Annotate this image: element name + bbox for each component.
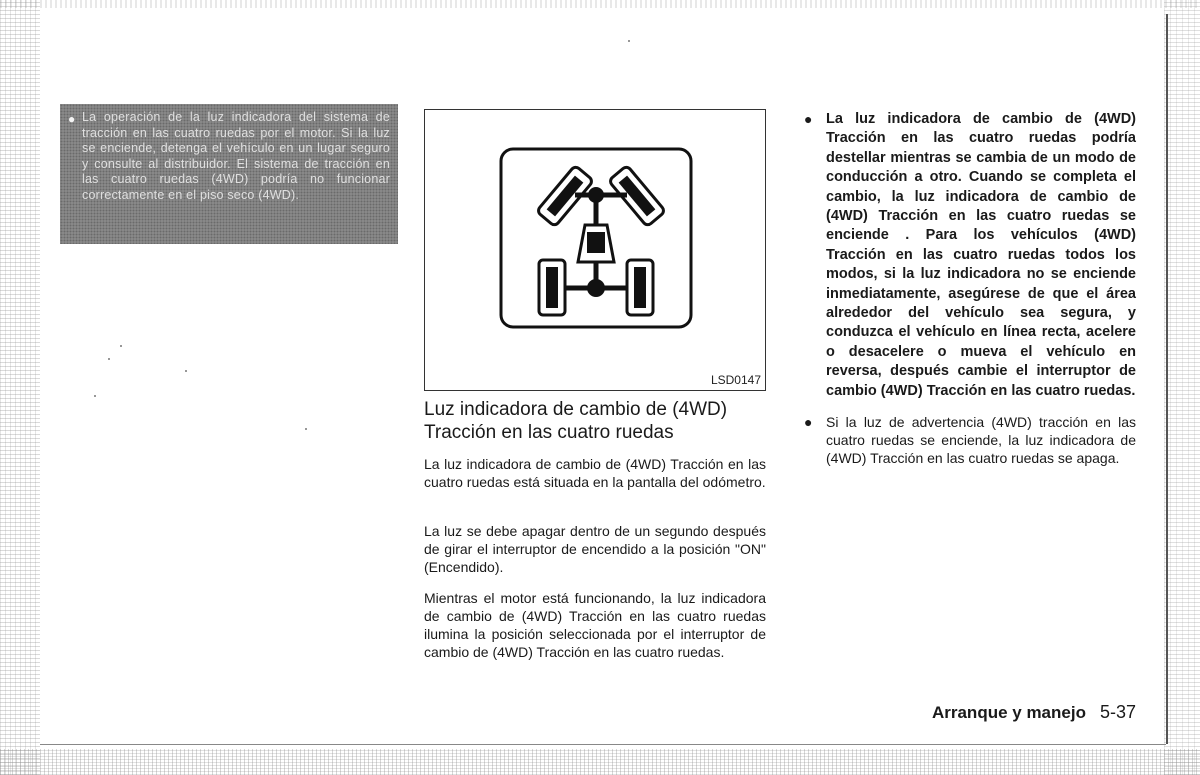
bullet-text: La luz indicadora de cambio de (4WD) Tracción en las cuatro ruedas podría destellar mientras se cambia de un modo de conducción a otro. Cuando se completa el cambio, la luz indicadora de cambio de (4WD) Tracción en las cuatro ruedas se enciende . Para los vehículos (4WD) Tracción en las cuatro ruedas todos los modos, si la luz indicadora no se enciende inmediatamente, asegúrese de que el área alrededor del vehículo sea segura, y conduzca el vehículo en línea recta, acelere o desacelere o mueva el vehículo en reversa, después cambie el interruptor de cambio (4WD) Tracción en las cuatro ruedas. (826, 111, 1136, 399)
warning-box (60, 104, 398, 244)
bullet-text: Si la luz de advertencia (4WD) tracción en las cuatro ruedas se enciende, la luz indicadora de (4WD) Tracción en las cuatro ruedas se apaga. (826, 414, 1136, 467)
footer-section-title: Arranque y manejo (931, 703, 1086, 722)
page-edge-right (1164, 0, 1200, 775)
page-right-rule (1166, 14, 1168, 744)
bullet-item (804, 110, 1136, 401)
section-heading-line1: Luz indicadora de cambio de (4WD) (424, 399, 728, 420)
scan-speck (120, 345, 122, 347)
body-paragraph: Mientras el motor está funcionando, la luz indicadora de cambio de (4WD) Tracción en las cuatro ruedas ilumina la posición seleccionada por el interruptor de cambio de (4WD) Tracción en las cuatro ruedas. (424, 590, 766, 660)
scan-speck (94, 395, 96, 397)
body-paragraph: La luz indicadora de cambio de (4WD) Tracción en las cuatro ruedas está situada en la pantalla del odómetro. (424, 456, 766, 490)
scan-speck (185, 370, 187, 372)
figure-frame (424, 109, 766, 391)
page-bottom-rule (40, 744, 1166, 745)
bullet-item (804, 413, 1136, 467)
bullet-dot-icon: ● (804, 414, 813, 431)
section-heading-line2: Tracción en las cuatro ruedas (424, 422, 674, 443)
page-edge-left (0, 0, 40, 775)
body-paragraph: La luz se debe apagar dentro de un segundo después de girar el interruptor de encendido a la posición "ON" (Encendido). (424, 523, 766, 575)
warning-bullet-icon: ● (68, 112, 76, 126)
page-edge-top (0, 0, 1200, 8)
bullet-dot-icon: ● (804, 111, 813, 127)
page-edge-bottom (0, 749, 1200, 775)
section-heading (424, 398, 769, 444)
page-footer (932, 702, 1136, 723)
scan-speck (108, 358, 110, 360)
figure-code: LSD0147 (710, 373, 761, 387)
right-column (804, 110, 1136, 467)
scan-speck (305, 428, 307, 430)
scan-speck (628, 40, 630, 42)
4wd-drivetrain-icon (425, 110, 765, 390)
warning-text: La operación de la luz indicadora del sistema de tracción en las cuatro ruedas por el motor. Si la luz se enciende, detenga el vehículo en un lugar seguro y consulte al distribuidor. El sistema de tracción en las cuatro ruedas (4WD) podría no funcionar correctamente en el piso seco (4WD). (82, 110, 390, 202)
footer-page-number: 5-37 (1099, 702, 1136, 722)
